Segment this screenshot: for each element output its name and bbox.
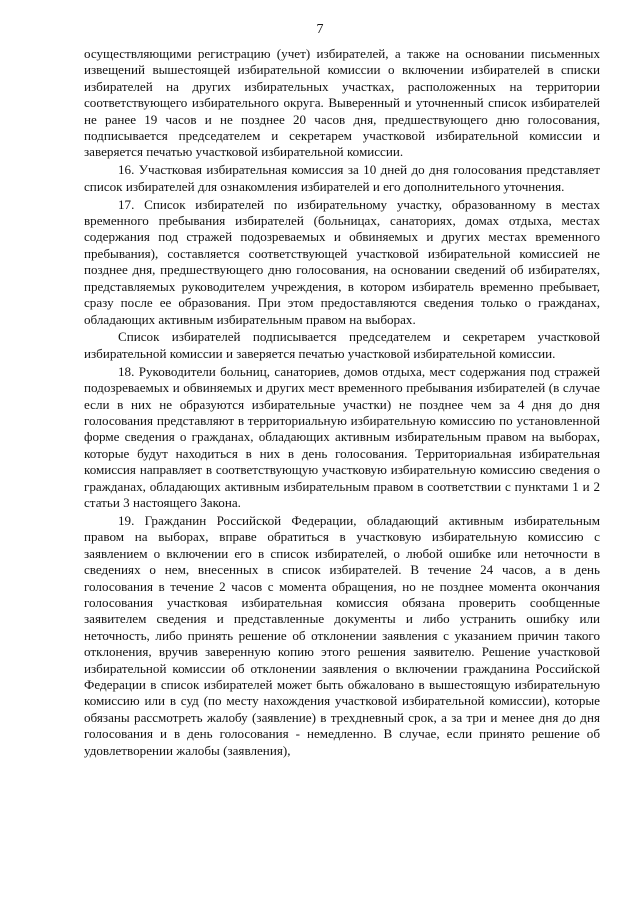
page-number: 7 bbox=[316, 22, 324, 37]
paragraph-item-17: 17. Список избирателей по избирательному участку, образованному в местах временного пребывания избирателей (больницах, санаториях, домах отдыха, местах содержания под стражей подозреваемых и обвиняемых и других местах временного пребывания), составляется соответствующей участковой избирательной комиссией не позднее дня, предшествующего дню голосования, на основании сведений об избирателях, представляемых руководителем учреждения, в котором избиратель временно пребывает, сразу после ее образования. При этом предоставляются сведения только о гражданах, обладающих активным избирательным правом на выборах. bbox=[84, 196, 600, 327]
paragraph-item-16: 16. Участковая избирательная комиссия за 10 дней до дня голосования представляет список избирателей для ознакомления избирателей и его дополнительного уточнения. bbox=[84, 162, 600, 194]
paragraph-item-19: 19. Гражданин Российской Федерации, обладающий активным избирательным правом на выборах, вправе обратиться в участковую избирательную комиссию с заявлением о включении его в список избирателей, о любой ошибке или неточности в сведениях о нем, внесенных в список избирателей. В течение 24 часов, а в день голосования в течение 2 часов с момента обращения, но не позднее момента окончания голосования участковая избирательная комиссия обязана проверить сообщенные заявителем сведения и представленные документы и либо устранить ошибку или неточность, либо принять решение об отклонении заявления с указанием причин такого отклонения, вручив заверенную копию этого решения заявителю. Решение участковой избирательной комиссии об отклонении заявления о включении гражданина Российской Федерации в список избирателей может быть обжаловано в вышестоящую избирательную комиссию или в суд (по месту нахождения участковой избирательной комиссии), которые обязаны рассмотреть жалобу (заявление) в трехдневный срок, а за три и менее дня до дня голосования и в день голосования - немедленно. В случае, если принято решение об удовлетворении жалобы (заявления), bbox=[84, 512, 600, 758]
paragraph-continuation: осуществляющими регистрацию (учет) избирателей, а также на основании письменных извещений вышестоящей избирательной комиссии о включении избирателей в списки избирателей на других избирательных участках, расположенных на территории соответствующего избирательного округа. Выверенный и уточненный список избирателей не ранее 19 часов и не позднее 20 часов дня, предшествующего дню голосования, подписывается председателем и секретарем участковой избирательной комиссии и заверяется печатью участковой избирательной комиссии. bbox=[84, 46, 600, 160]
document-body bbox=[84, 46, 600, 760]
paragraph-item-17-signature: Список избирателей подписывается председателем и секретарем участковой избирательной комиссии и заверяется печатью участковой избирательной комиссии. bbox=[84, 329, 600, 361]
paragraph-item-18: 18. Руководители больниц, санаториев, домов отдыха, мест содержания под стражей подозреваемых и обвиняемых и других мест временного пребывания избирателей (в случае если в них не образуются избирательные участки) не позднее чем за 4 дня до дня голосования представляют в территориальную избирательную комиссию по установленной форме сведения о гражданах, обладающих активным избирательным правом на выборах, которые будут находиться в них в день голосования. Территориальная избирательная комиссия направляет в соответствующую участковую избирательную комиссию сведения о гражданах, обладающих активным избирательным правом в соответствии с пунктами 1 и 2 статьи 3 настоящего Закона. bbox=[84, 363, 600, 510]
